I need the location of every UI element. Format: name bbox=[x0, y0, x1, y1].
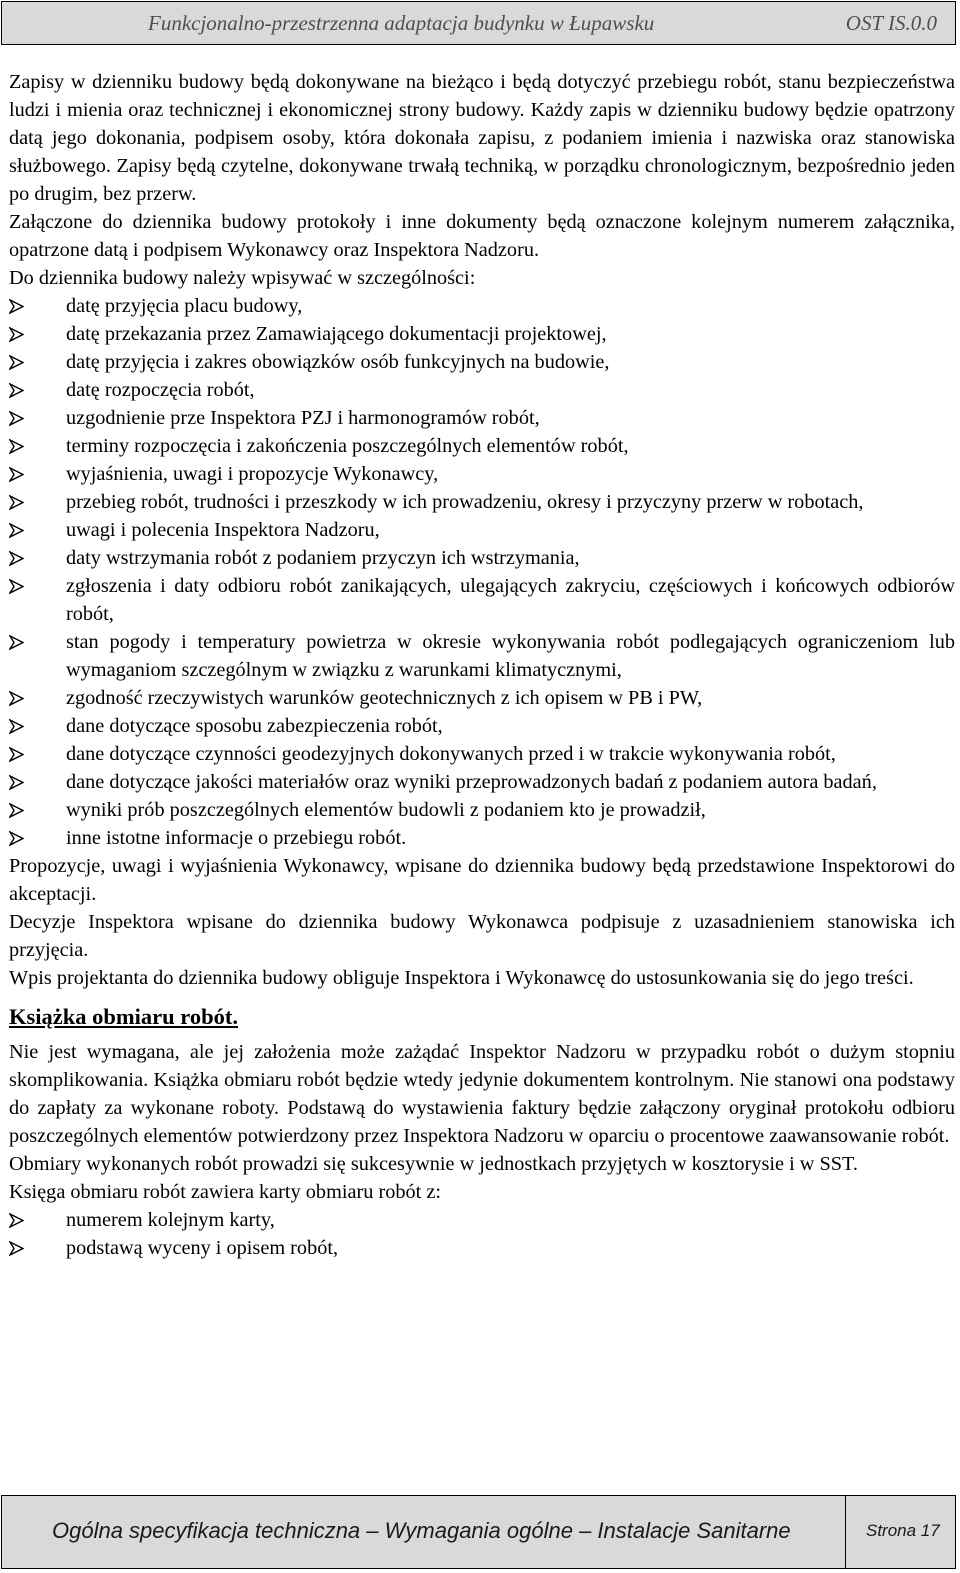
list-item-text: stan pogody i temperatury powietrza w okresie wykonywania robót podlegających ograniczeniom lub wymaganiom szczególnym w związku z warunkami klimatycznymi, bbox=[66, 631, 955, 681]
list-item bbox=[9, 572, 955, 628]
paragraph: Załączone do dziennika budowy protokoły i inne dokumenty będą oznaczone kolejnym numerem załącznika, opatrzone datą i podpisem Wykonawcy oraz Inspektora Nadzoru. bbox=[9, 211, 955, 261]
arrow-bullet-icon bbox=[9, 803, 24, 818]
measurement-card-list bbox=[9, 1206, 955, 1262]
list-item-text: wyjaśnienia, uwagi i propozycje Wykonawcy, bbox=[66, 463, 439, 485]
list-item bbox=[9, 460, 955, 488]
arrow-bullet-icon bbox=[9, 551, 24, 566]
arrow-bullet-icon bbox=[9, 1213, 24, 1228]
list-item bbox=[9, 684, 955, 712]
list-item-text: wyniki prób poszczególnych elementów budowli z podaniem kto je prowadził, bbox=[66, 799, 706, 821]
list-item-text: numerem kolejnym karty, bbox=[66, 1209, 275, 1231]
list-item-text: dane dotyczące sposobu zabezpieczenia robót, bbox=[66, 715, 443, 737]
list-item bbox=[9, 712, 955, 740]
paragraph: Do dziennika budowy należy wpisywać w szczególności: bbox=[9, 267, 476, 289]
list-item-text: datę przyjęcia i zakres obowiązków osób funkcyjnych na budowie, bbox=[66, 351, 610, 373]
list-item-text: inne istotne informacje o przebiegu robót. bbox=[66, 827, 407, 849]
list-item bbox=[9, 544, 955, 572]
list-item bbox=[9, 488, 955, 516]
header-title: Funkcjonalno-przestrzenna adaptacja budynku w Łupawsku bbox=[148, 11, 655, 35]
list-item-text: daty wstrzymania robót z podaniem przyczyn ich wstrzymania, bbox=[66, 547, 580, 569]
document-body bbox=[9, 68, 955, 1262]
arrow-bullet-icon bbox=[9, 355, 24, 370]
list-item-text: uzgodnienie prze Inspektora PZJ i harmonogramów robót, bbox=[66, 407, 540, 429]
list-item bbox=[9, 348, 955, 376]
paragraph: Zapisy w dzienniku budowy będą dokonywane na bieżąco i będą dotyczyć przebiegu robót, stanu bezpieczeństwa ludzi i mienia oraz technicznej i ekonomicznej strony budowy. Każdy zapis w dzienniku budowy będzie opatrzony datą jego dokonania, podpisem osoby, która dokonała zapisu, z podaniem imienia i nazwiska oraz stanowiska służbowego. Zapisy będą czytelne, dokonywane trwałą techniką, w porządku chronologicznym, bezpośrednio jeden po drugim, bez przerw. bbox=[9, 71, 955, 205]
paragraph: Wpis projektanta do dziennika budowy obliguje Inspektora i Wykonawcę do ustosunkowania się do jego treści. bbox=[9, 967, 914, 989]
header-code: OST IS.0.0 bbox=[845, 11, 937, 35]
list-item bbox=[9, 432, 955, 460]
arrow-bullet-icon bbox=[9, 299, 24, 314]
arrow-bullet-icon bbox=[9, 831, 24, 846]
arrow-bullet-icon bbox=[9, 775, 24, 790]
list-item bbox=[9, 824, 955, 852]
page-header bbox=[1, 1, 956, 45]
list-item bbox=[9, 1206, 955, 1234]
list-item bbox=[9, 404, 955, 432]
list-item-text: zgodność rzeczywistych warunków geotechnicznych z ich opisem w PB i PW, bbox=[66, 687, 703, 709]
paragraph: Propozycje, uwagi i wyjaśnienia Wykonawcy, wpisane do dziennika budowy będą przedstawione Inspektorowi do akceptacji. bbox=[9, 855, 955, 905]
arrow-bullet-icon bbox=[9, 383, 24, 398]
list-item-text: dane dotyczące jakości materiałów oraz wyniki przeprowadzonych badań z podaniem autora badań, bbox=[66, 771, 877, 793]
paragraph: Obmiary wykonanych robót prowadzi się sukcesywnie w jednostkach przyjętych w kosztorysie i w SST. bbox=[9, 1153, 858, 1175]
list-item-text: uwagi i polecenia Inspektora Nadzoru, bbox=[66, 519, 380, 541]
list-item-text: terminy rozpoczęcia i zakończenia poszczególnych elementów robót, bbox=[66, 435, 629, 457]
list-item-text: datę przekazania przez Zamawiającego dokumentacji projektowej, bbox=[66, 323, 607, 345]
arrow-bullet-icon bbox=[9, 691, 24, 706]
list-item bbox=[9, 796, 955, 824]
arrow-bullet-icon bbox=[9, 719, 24, 734]
paragraph: Nie jest wymagana, ale jej założenia może zażądać Inspektor Nadzoru w przypadku robót o dużym stopniu skomplikowania. Książka obmiaru robót będzie wtedy jedynie dokumentem kontrolnym. Nie stanowi ona podstawy do zapłaty za wykonane roboty. Podstawą do wystawienia faktury będzie załączony oryginał protokołu odbioru poszczególnych elementów potwierdzony przez Inspektora Nadzoru w oparciu o procentowe zaawansowanie robót. bbox=[9, 1041, 955, 1147]
arrow-bullet-icon bbox=[9, 1241, 24, 1256]
list-item-text: dane dotyczące czynności geodezyjnych dokonywanych przed i w trakcie wykonywania robót, bbox=[66, 743, 836, 765]
list-item-text: podstawą wyceny i opisem robót, bbox=[66, 1237, 339, 1259]
list-item bbox=[9, 628, 955, 684]
section-heading: Książka obmiaru robót. bbox=[9, 1004, 238, 1029]
arrow-bullet-icon bbox=[9, 439, 24, 454]
list-item bbox=[9, 376, 955, 404]
paragraph: Księga obmiaru robót zawiera karty obmiaru robót z: bbox=[9, 1181, 441, 1203]
list-item bbox=[9, 1234, 955, 1262]
list-item bbox=[9, 320, 955, 348]
arrow-bullet-icon bbox=[9, 467, 24, 482]
list-item-text: datę rozpoczęcia robót, bbox=[66, 379, 255, 401]
arrow-bullet-icon bbox=[9, 523, 24, 538]
list-item-text: przebieg robót, trudności i przeszkody w ich prowadzeniu, okresy i przyczyny przerw w robotach, bbox=[66, 491, 864, 513]
list-item bbox=[9, 292, 955, 320]
page-number: Strona 17 bbox=[866, 1521, 940, 1540]
paragraph: Decyzje Inspektora wpisane do dziennika budowy Wykonawca podpisuje z uzasadnieniem stanowiska ich przyjęcia. bbox=[9, 911, 955, 961]
list-item-text: datę przyjęcia placu budowy, bbox=[66, 295, 303, 317]
arrow-bullet-icon bbox=[9, 411, 24, 426]
footer-title-cell bbox=[2, 1496, 846, 1568]
diary-entries-list bbox=[9, 292, 955, 852]
arrow-bullet-icon bbox=[9, 495, 24, 510]
footer-title: Ogólna specyfikacja techniczna – Wymagania ogólne – Instalacje Sanitarne bbox=[52, 1518, 791, 1543]
page-footer bbox=[1, 1495, 956, 1569]
arrow-bullet-icon bbox=[9, 747, 24, 762]
arrow-bullet-icon bbox=[9, 579, 24, 594]
list-item bbox=[9, 740, 955, 768]
list-item bbox=[9, 768, 955, 796]
list-item bbox=[9, 516, 955, 544]
list-item-text: zgłoszenia i daty odbioru robót zanikających, ulegających zakryciu, częściowych i końcowych odbiorów robót, bbox=[66, 575, 955, 625]
arrow-bullet-icon bbox=[9, 635, 24, 650]
arrow-bullet-icon bbox=[9, 327, 24, 342]
